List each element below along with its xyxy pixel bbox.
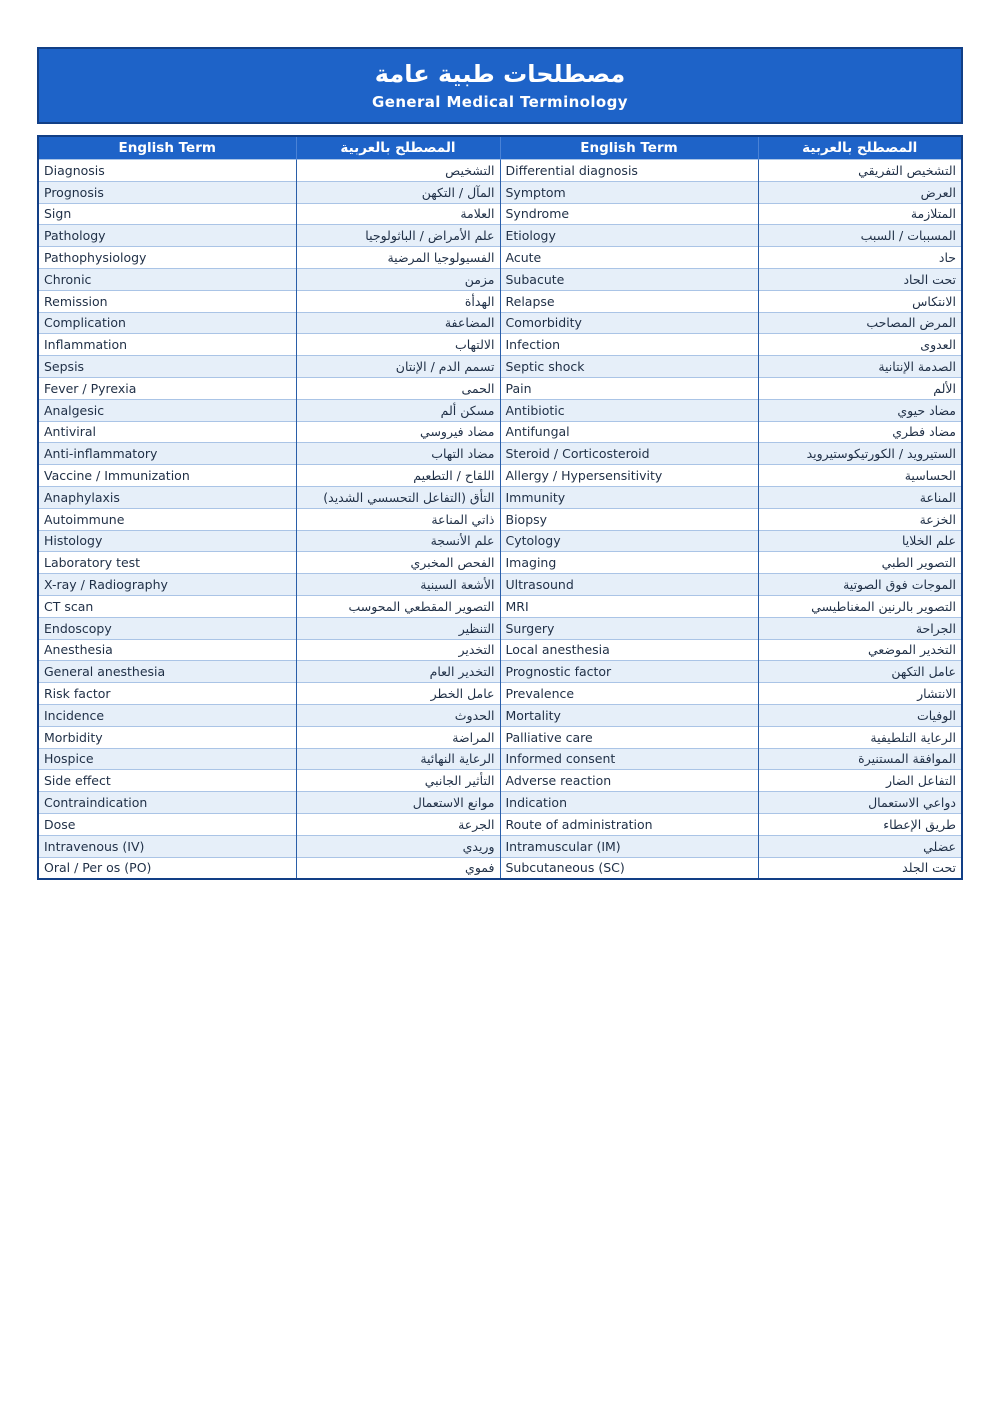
english-term-cell: Risk factor	[38, 683, 296, 705]
arabic-term-cell: ذاتي المناعة	[296, 508, 500, 530]
english-term-cell: Route of administration	[500, 813, 758, 835]
arabic-term-cell: مضاد فطري	[758, 421, 962, 443]
english-term-cell: Fever / Pyrexia	[38, 377, 296, 399]
english-term-cell: Steroid / Corticosteroid	[500, 443, 758, 465]
column-header-arabic-term: المصطلح بالعربية	[758, 136, 962, 160]
english-term-cell: Side effect	[38, 770, 296, 792]
english-term-cell: Acute	[500, 247, 758, 269]
table-row	[38, 334, 962, 356]
english-term-cell: Sepsis	[38, 356, 296, 378]
english-term-cell: X-ray / Radiography	[38, 574, 296, 596]
arabic-term-cell: الأشعة السينية	[296, 574, 500, 596]
english-term-cell: Intramuscular (IM)	[500, 835, 758, 857]
arabic-term-cell: مزمن	[296, 268, 500, 290]
table-row	[38, 617, 962, 639]
table-row	[38, 203, 962, 225]
english-term-cell: Antifungal	[500, 421, 758, 443]
arabic-term-cell: الرعاية النهائية	[296, 748, 500, 770]
english-term-cell: Analgesic	[38, 399, 296, 421]
english-term-cell: Inflammation	[38, 334, 296, 356]
english-term-cell: Imaging	[500, 552, 758, 574]
arabic-term-cell: الحدوث	[296, 704, 500, 726]
table-row	[38, 661, 962, 683]
table-body	[38, 160, 962, 880]
arabic-term-cell: المرض المصاحب	[758, 312, 962, 334]
english-term-cell: Subacute	[500, 268, 758, 290]
table-row	[38, 247, 962, 269]
arabic-term-cell: التأق (التفاعل التحسسي الشديد)	[296, 486, 500, 508]
arabic-term-cell: التنظير	[296, 617, 500, 639]
arabic-term-cell: تسمم الدم / الإنتان	[296, 356, 500, 378]
table-row	[38, 835, 962, 857]
arabic-term-cell: مضاد حيوي	[758, 399, 962, 421]
arabic-term-cell: طريق الإعطاء	[758, 813, 962, 835]
table-row	[38, 857, 962, 879]
arabic-term-cell: الفحص المخبري	[296, 552, 500, 574]
english-term-cell: Complication	[38, 312, 296, 334]
arabic-term-cell: المناعة	[758, 486, 962, 508]
english-term-cell: Pathophysiology	[38, 247, 296, 269]
arabic-term-cell: الخزعة	[758, 508, 962, 530]
arabic-term-cell: فموي	[296, 857, 500, 879]
title-arabic: مصطلحات طبية عامة	[374, 59, 626, 88]
arabic-term-cell: علم الخلايا	[758, 530, 962, 552]
column-header-english-term: English Term	[38, 136, 296, 160]
arabic-term-cell: حاد	[758, 247, 962, 269]
english-term-cell: Antiviral	[38, 421, 296, 443]
arabic-term-cell: التشخيص	[296, 160, 500, 182]
english-term-cell: MRI	[500, 595, 758, 617]
english-term-cell: Morbidity	[38, 726, 296, 748]
english-term-cell: Remission	[38, 290, 296, 312]
arabic-term-cell: التخدير الموضعي	[758, 639, 962, 661]
english-term-cell: Biopsy	[500, 508, 758, 530]
arabic-term-cell: الجرعة	[296, 813, 500, 835]
table-row	[38, 574, 962, 596]
english-term-cell: Dose	[38, 813, 296, 835]
table-row	[38, 225, 962, 247]
english-term-cell: Diagnosis	[38, 160, 296, 182]
english-term-cell: Palliative care	[500, 726, 758, 748]
english-term-cell: Endoscopy	[38, 617, 296, 639]
table-row	[38, 181, 962, 203]
table-row	[38, 421, 962, 443]
arabic-term-cell: العلامة	[296, 203, 500, 225]
english-term-cell: Anti-inflammatory	[38, 443, 296, 465]
english-term-cell: Contraindication	[38, 792, 296, 814]
english-term-cell: Adverse reaction	[500, 770, 758, 792]
arabic-term-cell: علم الأنسجة	[296, 530, 500, 552]
arabic-term-cell: الموافقة المستنيرة	[758, 748, 962, 770]
arabic-term-cell: التصوير بالرنين المغناطيسي	[758, 595, 962, 617]
english-term-cell: Indication	[500, 792, 758, 814]
english-term-cell: Pain	[500, 377, 758, 399]
english-term-cell: Ultrasound	[500, 574, 758, 596]
arabic-term-cell: علم الأمراض / الباثولوجيا	[296, 225, 500, 247]
arabic-term-cell: عضلي	[758, 835, 962, 857]
arabic-term-cell: اللقاح / التطعيم	[296, 465, 500, 487]
arabic-term-cell: الهدأة	[296, 290, 500, 312]
arabic-term-cell: الألم	[758, 377, 962, 399]
english-term-cell: Autoimmune	[38, 508, 296, 530]
arabic-term-cell: المآل / التكهن	[296, 181, 500, 203]
arabic-term-cell: التخدير العام	[296, 661, 500, 683]
arabic-term-cell: الانتشار	[758, 683, 962, 705]
table-row	[38, 377, 962, 399]
table-row	[38, 639, 962, 661]
arabic-term-cell: التخدير	[296, 639, 500, 661]
table-row	[38, 748, 962, 770]
english-term-cell: Septic shock	[500, 356, 758, 378]
english-term-cell: Incidence	[38, 704, 296, 726]
arabic-term-cell: عامل الخطر	[296, 683, 500, 705]
arabic-term-cell: الحساسية	[758, 465, 962, 487]
arabic-term-cell: الجراحة	[758, 617, 962, 639]
arabic-term-cell: الوفيات	[758, 704, 962, 726]
arabic-term-cell: الانتكاس	[758, 290, 962, 312]
english-term-cell: Prognostic factor	[500, 661, 758, 683]
table-row	[38, 792, 962, 814]
table-row	[38, 399, 962, 421]
table-row	[38, 726, 962, 748]
table-row	[38, 290, 962, 312]
english-term-cell: Oral / Per os (PO)	[38, 857, 296, 879]
arabic-term-cell: العرض	[758, 181, 962, 203]
arabic-term-cell: مضاد التهاب	[296, 443, 500, 465]
english-term-cell: Intravenous (IV)	[38, 835, 296, 857]
arabic-term-cell: تحت الجلد	[758, 857, 962, 879]
english-term-cell: Mortality	[500, 704, 758, 726]
english-term-cell: Cytology	[500, 530, 758, 552]
table-row	[38, 813, 962, 835]
table-row	[38, 508, 962, 530]
english-term-cell: Comorbidity	[500, 312, 758, 334]
english-term-cell: Prognosis	[38, 181, 296, 203]
english-term-cell: Sign	[38, 203, 296, 225]
arabic-term-cell: المسببات / السبب	[758, 225, 962, 247]
english-term-cell: Histology	[38, 530, 296, 552]
arabic-term-cell: دواعي الاستعمال	[758, 792, 962, 814]
table-row	[38, 486, 962, 508]
english-term-cell: Infection	[500, 334, 758, 356]
english-term-cell: Vaccine / Immunization	[38, 465, 296, 487]
arabic-term-cell: المتلازمة	[758, 203, 962, 225]
arabic-term-cell: عامل التكهن	[758, 661, 962, 683]
english-term-cell: Allergy / Hypersensitivity	[500, 465, 758, 487]
english-term-cell: Symptom	[500, 181, 758, 203]
english-term-cell: Relapse	[500, 290, 758, 312]
arabic-term-cell: الستيرويد / الكورتيكوستيرويد	[758, 443, 962, 465]
table-row	[38, 595, 962, 617]
english-term-cell: Hospice	[38, 748, 296, 770]
table-row	[38, 160, 962, 182]
arabic-term-cell: العدوى	[758, 334, 962, 356]
arabic-term-cell: المراضة	[296, 726, 500, 748]
english-term-cell: Anesthesia	[38, 639, 296, 661]
english-term-cell: Informed consent	[500, 748, 758, 770]
english-term-cell: CT scan	[38, 595, 296, 617]
arabic-term-cell: تحت الحاد	[758, 268, 962, 290]
column-header-english-term: English Term	[500, 136, 758, 160]
terminology-table	[37, 135, 963, 880]
english-term-cell: Local anesthesia	[500, 639, 758, 661]
arabic-term-cell: مسكن ألم	[296, 399, 500, 421]
column-header-arabic-term: المصطلح بالعربية	[296, 136, 500, 160]
english-term-cell: Antibiotic	[500, 399, 758, 421]
arabic-term-cell: موانع الاستعمال	[296, 792, 500, 814]
english-term-cell: Etiology	[500, 225, 758, 247]
arabic-term-cell: الالتهاب	[296, 334, 500, 356]
arabic-term-cell: الحمى	[296, 377, 500, 399]
arabic-term-cell: التأثير الجانبي	[296, 770, 500, 792]
table-header-row	[38, 136, 962, 160]
english-term-cell: General anesthesia	[38, 661, 296, 683]
arabic-term-cell: الفسيولوجيا المرضية	[296, 247, 500, 269]
english-term-cell: Laboratory test	[38, 552, 296, 574]
arabic-term-cell: التشخيص التفريقي	[758, 160, 962, 182]
table-row	[38, 356, 962, 378]
arabic-term-cell: مضاد فيروسي	[296, 421, 500, 443]
page-header	[37, 47, 963, 124]
english-term-cell: Prevalence	[500, 683, 758, 705]
arabic-term-cell: التصوير الطبي	[758, 552, 962, 574]
arabic-term-cell: الموجات فوق الصوتية	[758, 574, 962, 596]
table-row	[38, 683, 962, 705]
english-term-cell: Pathology	[38, 225, 296, 247]
english-term-cell: Surgery	[500, 617, 758, 639]
arabic-term-cell: التفاعل الضار	[758, 770, 962, 792]
english-term-cell: Chronic	[38, 268, 296, 290]
table-row	[38, 530, 962, 552]
english-term-cell: Anaphylaxis	[38, 486, 296, 508]
table-row	[38, 443, 962, 465]
table-row	[38, 465, 962, 487]
table-row	[38, 552, 962, 574]
table-row	[38, 704, 962, 726]
english-term-cell: Syndrome	[500, 203, 758, 225]
english-term-cell: Subcutaneous (SC)	[500, 857, 758, 879]
arabic-term-cell: المضاعفة	[296, 312, 500, 334]
title-english: General Medical Terminology	[372, 92, 628, 111]
english-term-cell: Immunity	[500, 486, 758, 508]
table-row	[38, 268, 962, 290]
arabic-term-cell: الرعاية التلطيفية	[758, 726, 962, 748]
arabic-term-cell: الصدمة الإنتانية	[758, 356, 962, 378]
table-row	[38, 312, 962, 334]
arabic-term-cell: وريدي	[296, 835, 500, 857]
english-term-cell: Differential diagnosis	[500, 160, 758, 182]
table-row	[38, 770, 962, 792]
arabic-term-cell: التصوير المقطعي المحوسب	[296, 595, 500, 617]
